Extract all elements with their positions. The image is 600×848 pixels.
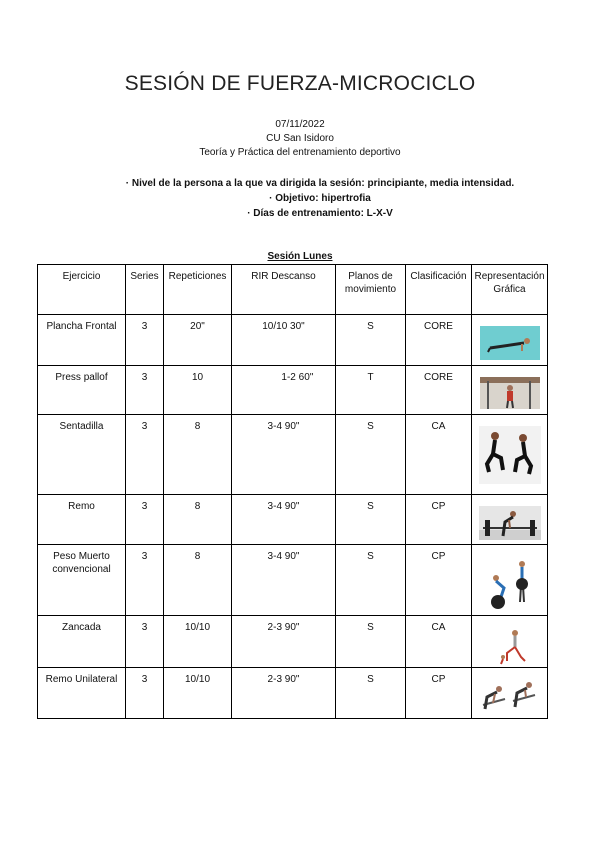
cell-ejercicio: Peso Muerto convencional — [38, 545, 126, 616]
cell-planos: S — [336, 415, 406, 495]
cell-ejercicio: Remo Unilateral — [38, 668, 126, 719]
location: CU San Isidoro — [266, 133, 334, 144]
page-title: SESIÓN DE FUERZA-MICROCICLO — [124, 72, 476, 95]
cell-planos: S — [336, 545, 406, 616]
cell-rir: 2-3 90" — [232, 616, 336, 668]
table-row — [38, 495, 548, 545]
cell-reps: 8 — [164, 495, 232, 545]
cell-rir: 3-4 90" — [232, 545, 336, 616]
header-ejercicio: Ejercicio — [38, 265, 126, 315]
squat-photo — [479, 426, 541, 484]
cell-planos: S — [336, 668, 406, 719]
cell-rir: 10/10 30" — [232, 315, 336, 366]
cell-series: 3 — [126, 545, 164, 616]
bullet-objective: · Objetivo: hipertrofia — [269, 193, 371, 204]
row-photo — [479, 506, 541, 540]
table-header-row — [38, 265, 548, 315]
cell-clasif: CA — [406, 616, 472, 668]
deadlift-photo — [482, 556, 538, 612]
exercise-table — [37, 264, 548, 719]
date: 07/11/2022 — [275, 119, 325, 130]
cell-clasif: CP — [406, 545, 472, 616]
cell-rir: 3-4 90" — [232, 495, 336, 545]
cell-reps: 8 — [164, 415, 232, 495]
cell-planos: S — [336, 315, 406, 366]
header-clasificacion: Clasificación — [406, 265, 472, 315]
course: Teoría y Práctica del entrenamiento deportivo — [199, 147, 401, 158]
cell-reps: 10/10 — [164, 668, 232, 719]
bullet-level: · Nivel de la persona a la que va dirigida la sesión: principiante, media intensidad. — [125, 178, 515, 189]
cell-reps: 10/10 — [164, 616, 232, 668]
cell-image — [472, 315, 548, 366]
cell-image — [472, 495, 548, 545]
cell-ejercicio: Zancada — [38, 616, 126, 668]
table-row — [38, 315, 548, 366]
header-series: Series — [126, 265, 164, 315]
cell-clasif: CA — [406, 415, 472, 495]
table-row — [38, 668, 548, 719]
table-row — [38, 415, 548, 495]
cell-planos: S — [336, 495, 406, 545]
cell-image — [472, 616, 548, 668]
plank-photo — [480, 326, 540, 360]
single-arm-row-photo — [479, 679, 541, 715]
cell-rir: 1-2 60'' — [232, 366, 336, 415]
cell-image — [472, 366, 548, 415]
table-row — [38, 366, 548, 415]
cell-clasif: CP — [406, 495, 472, 545]
cell-series: 3 — [126, 668, 164, 719]
cell-image — [472, 415, 548, 495]
cell-series: 3 — [126, 315, 164, 366]
table-row — [38, 616, 548, 668]
session-title: Sesión Lunes — [267, 251, 333, 262]
header-repeticiones: Repeticiones — [164, 265, 232, 315]
table-row — [38, 545, 548, 616]
header-rir-descanso: RIR Descanso — [232, 265, 336, 315]
cell-clasif: CORE — [406, 366, 472, 415]
header-representacion: Representación Gráfica — [472, 265, 548, 315]
cell-rir: 3-4 90" — [232, 415, 336, 495]
bullet-days: · Días de entrenamiento: L-X-V — [247, 208, 393, 219]
cell-image — [472, 545, 548, 616]
cell-series: 3 — [126, 495, 164, 545]
cell-clasif: CP — [406, 668, 472, 719]
cell-ejercicio: Remo — [38, 495, 126, 545]
cell-reps: 10 — [164, 366, 232, 415]
cell-ejercicio: Press pallof — [38, 366, 126, 415]
cell-image — [472, 668, 548, 719]
cell-reps: 8 — [164, 545, 232, 616]
header-planos: Planos de movimiento — [336, 265, 406, 315]
lunge-photo — [487, 627, 533, 667]
cell-planos: S — [336, 616, 406, 668]
cell-ejercicio: Plancha Frontal — [38, 315, 126, 366]
cell-series: 3 — [126, 616, 164, 668]
cell-reps: 20" — [164, 315, 232, 366]
cell-rir: 2-3 90" — [232, 668, 336, 719]
cell-series: 3 — [126, 415, 164, 495]
cell-series: 3 — [126, 366, 164, 415]
cell-clasif: CORE — [406, 315, 472, 366]
session-details — [120, 176, 520, 221]
document-meta — [0, 118, 600, 160]
cell-ejercicio: Sentadilla — [38, 415, 126, 495]
pallof-press-photo — [480, 377, 540, 409]
cell-planos: T — [336, 366, 406, 415]
